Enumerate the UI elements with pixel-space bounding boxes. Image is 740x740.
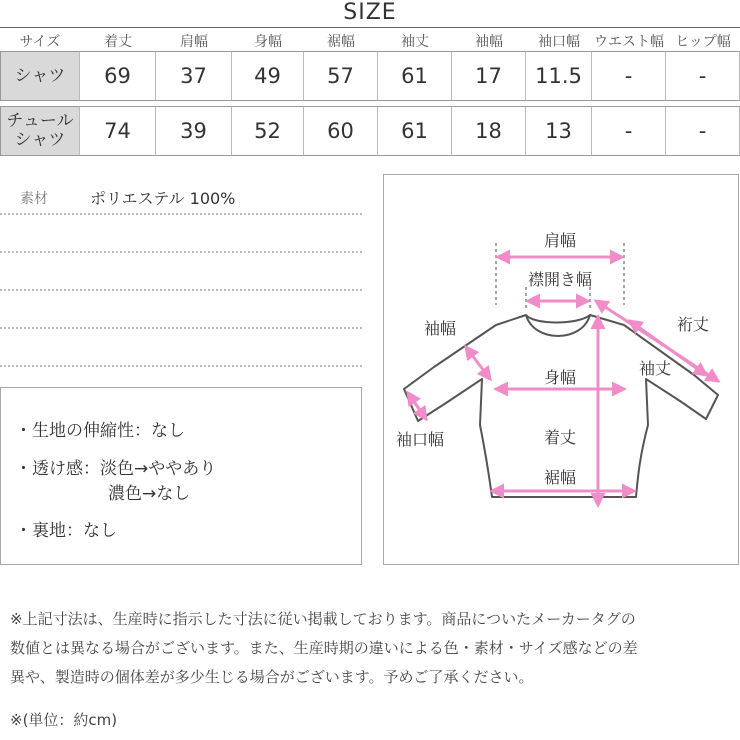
header-hip-width: ヒップ幅 bbox=[675, 33, 731, 50]
table-cell: 52 bbox=[232, 106, 304, 156]
header-sleeve-length: 袖丈 bbox=[401, 33, 429, 50]
label-yuki: 裄丈 bbox=[677, 315, 710, 334]
neckline bbox=[526, 315, 590, 336]
table-cell: 37 bbox=[156, 51, 232, 101]
row-label: シャツ bbox=[0, 51, 80, 101]
table-row bbox=[0, 106, 740, 156]
table-cell: - bbox=[666, 51, 740, 101]
dotted-divider bbox=[0, 327, 362, 329]
table-cell: 57 bbox=[304, 51, 378, 101]
table-cell: 11.5 bbox=[526, 51, 592, 101]
header-hem-width: 裾幅 bbox=[327, 33, 355, 50]
header-waist-width: ウエスト幅 bbox=[594, 33, 664, 50]
dotted-divider bbox=[0, 213, 362, 215]
row-label: チュール シャツ bbox=[0, 106, 80, 156]
table-cell: - bbox=[666, 106, 740, 156]
note-line-3: 異や、製造時の個体差が多少生じる場合がございます。予めご了承ください。 bbox=[10, 668, 534, 686]
garment-diagram-svg bbox=[384, 175, 740, 566]
sleeve-width-arrow bbox=[466, 347, 490, 379]
table-cell: 18 bbox=[452, 106, 526, 156]
table-cell: 69 bbox=[80, 51, 156, 101]
table-cell: - bbox=[592, 106, 666, 156]
label-sleeve-width: 袖幅 bbox=[424, 319, 457, 338]
measurement-diagram bbox=[383, 174, 739, 565]
unit-note: ※(単位：約cm) bbox=[10, 711, 118, 729]
header-size: サイズ bbox=[19, 33, 61, 50]
label-neck: 襟開き幅 bbox=[527, 270, 593, 289]
note-line-2: 数値とは異なる場合がございます。また、生産時期の違いによる色・素材・サイズ感などの差 bbox=[10, 639, 638, 657]
table-row bbox=[0, 51, 740, 101]
size-table-header-row bbox=[0, 30, 740, 51]
table-cell: 61 bbox=[378, 106, 452, 156]
lining-feature: ・裏地：なし bbox=[15, 521, 117, 541]
fabric-features-box bbox=[0, 387, 362, 565]
dotted-divider bbox=[0, 251, 362, 253]
header-cuff-width: 袖口幅 bbox=[538, 33, 580, 50]
dotted-divider bbox=[0, 289, 362, 291]
size-title: SIZE bbox=[343, 0, 397, 25]
table-cell: 61 bbox=[378, 51, 452, 101]
header-sleeve-width: 袖幅 bbox=[475, 33, 503, 50]
table-cell: 49 bbox=[232, 51, 304, 101]
table-cell: 74 bbox=[80, 106, 156, 156]
header-shoulder: 肩幅 bbox=[180, 33, 208, 50]
dotted-divider bbox=[0, 365, 362, 367]
table-cell: 17 bbox=[452, 51, 526, 101]
sheer-feature: ・透け感：淡色→ややあり bbox=[15, 459, 217, 479]
label-sleeve-length: 袖丈 bbox=[639, 359, 672, 378]
label-length: 着丈 bbox=[543, 428, 577, 447]
table-cell: 60 bbox=[304, 106, 378, 156]
material-label: 素材 bbox=[20, 191, 48, 207]
label-shoulder: 肩幅 bbox=[543, 231, 577, 250]
header-body-width: 身幅 bbox=[254, 33, 282, 50]
table-cell: 13 bbox=[526, 106, 592, 156]
size-table bbox=[0, 30, 740, 156]
stretch-feature: ・生地の伸縮性：なし bbox=[15, 421, 185, 441]
label-cuff: 袖口幅 bbox=[396, 430, 445, 449]
table-cell: - bbox=[592, 51, 666, 101]
sheer-feature-dark: 濃色→なし bbox=[108, 484, 191, 504]
label-body-width: 身幅 bbox=[543, 368, 577, 387]
header-length: 着丈 bbox=[104, 33, 132, 50]
note-line-1: ※上記寸法は、生産時に指示した寸法に従い掲載しております。商品についたメーカータグの bbox=[10, 610, 636, 628]
title-divider bbox=[0, 27, 740, 28]
table-cell: 39 bbox=[156, 106, 232, 156]
material-value: ポリエステル 100% bbox=[90, 189, 236, 208]
label-hem: 裾幅 bbox=[543, 468, 577, 487]
